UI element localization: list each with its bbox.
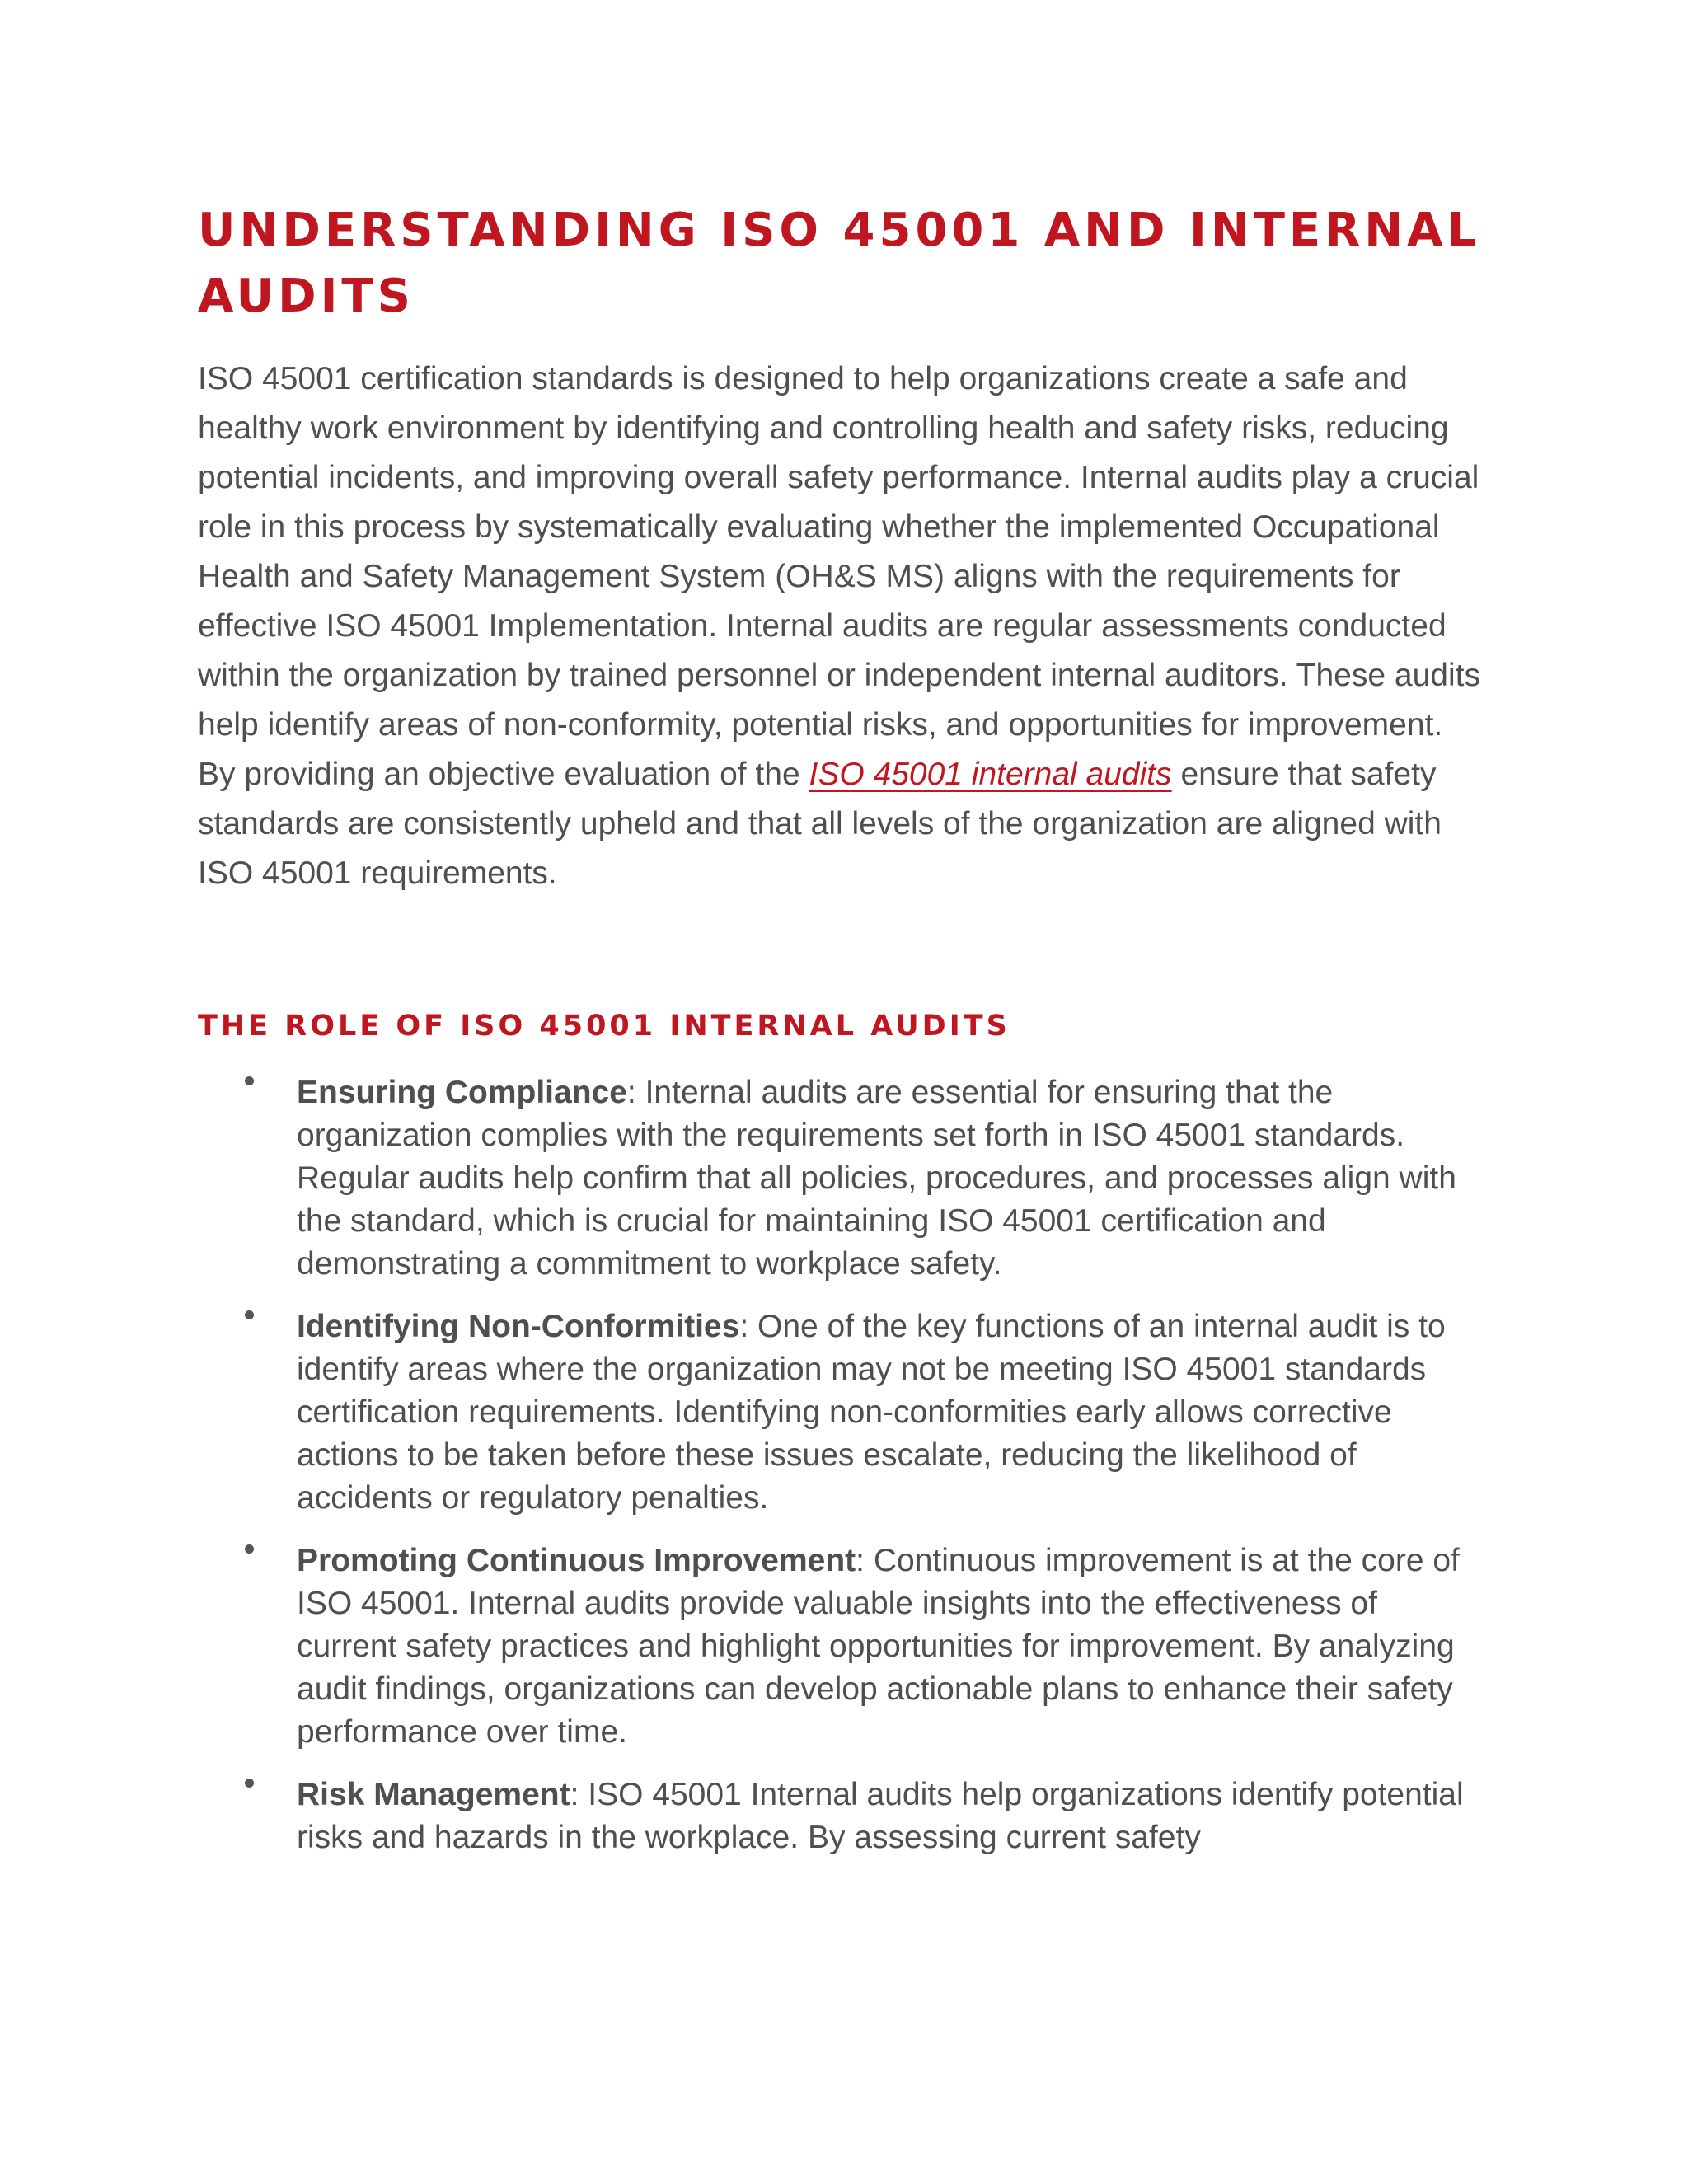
- bullet-term: Ensuring Compliance: [297, 1075, 627, 1110]
- bullet-term: Risk Management: [297, 1777, 570, 1812]
- bullet-dot-icon: [245, 1310, 254, 1319]
- bullet-dot-icon: [245, 1076, 254, 1085]
- intro-text-before-link: ISO 45001 certification standards is designed to help organizations create a safe and healthy work environment by identifying and controlling health and safety risks, reducing potential incidents, and improving overall safety performance. Internal audits play a crucial role in this process by systematically evaluating whether the implemented Occupational Health and Safety Management System (OH&S MS) aligns with the requirements for effective ISO 45001 Implementation. Internal audits are regular assessments conducted within the organization by trained personnel or independent internal auditors. These audits help identify areas of non-conformity, potential risks, and opportunities for improvement. By providing an objective evaluation of the: [198, 361, 1480, 792]
- document-title: UNDERSTANDING ISO 45001 AND INTERNAL AUDITS: [198, 204, 1481, 323]
- intro-paragraph: [198, 354, 1484, 898]
- bullet-term: Identifying Non-Conformities: [297, 1309, 740, 1344]
- bullet-dot-icon: [245, 1779, 254, 1788]
- intro-text-after-link: ensure that safety standards are consistently upheld and that all levels of the organization are aligned with ISO 45001 requirements.: [198, 757, 1442, 891]
- bullet-dot-icon: [245, 1544, 254, 1554]
- bullet-term: Promoting Continuous Improvement: [297, 1543, 856, 1578]
- bullet-identifying-non-conformities: [198, 1305, 1484, 1520]
- section-title: THE ROLE OF ISO 45001 INTERNAL AUDITS: [198, 1010, 1010, 1043]
- iso-45001-internal-audits-link[interactable]: ISO 45001 internal audits: [809, 757, 1172, 792]
- bullet-risk-management: [198, 1774, 1484, 1859]
- bullet-text: : Continuous improvement is at the core of ISO 45001. Internal audits provide valuable insights into the effectiveness of current safety practices and highlight opportunities for improvement. By analyzing audit findings, organizations can develop actionable plans to enhance their safety performance over time.: [297, 1543, 1460, 1750]
- document-content: [198, 198, 1484, 1879]
- bullet-text: : Internal audits are essential for ensuring that the organization complies with the requirements set forth in ISO 45001 standards. Regular audits help confirm that all policies, procedures, and processes align with the standard, which is crucial for maintaining ISO 45001 certification and demonstrating a commitment to workplace safety.: [297, 1075, 1456, 1282]
- bullet-promoting-continuous-improvement: [198, 1540, 1484, 1754]
- role-bullet-list: [198, 1071, 1484, 1859]
- bullet-text: : ISO 45001 Internal audits help organizations identify potential risks and hazards in the workplace. By assessing current safety: [297, 1777, 1464, 1855]
- bullet-text: : One of the key functions of an internal audit is to identify areas where the organization may not be meeting ISO 45001 standards certification requirements. Identifying non-conformities early allows corrective actions to be taken before these issues escalate, reducing the likelihood of accidents or regulatory penalties.: [297, 1309, 1446, 1516]
- bullet-ensuring-compliance: [198, 1071, 1484, 1286]
